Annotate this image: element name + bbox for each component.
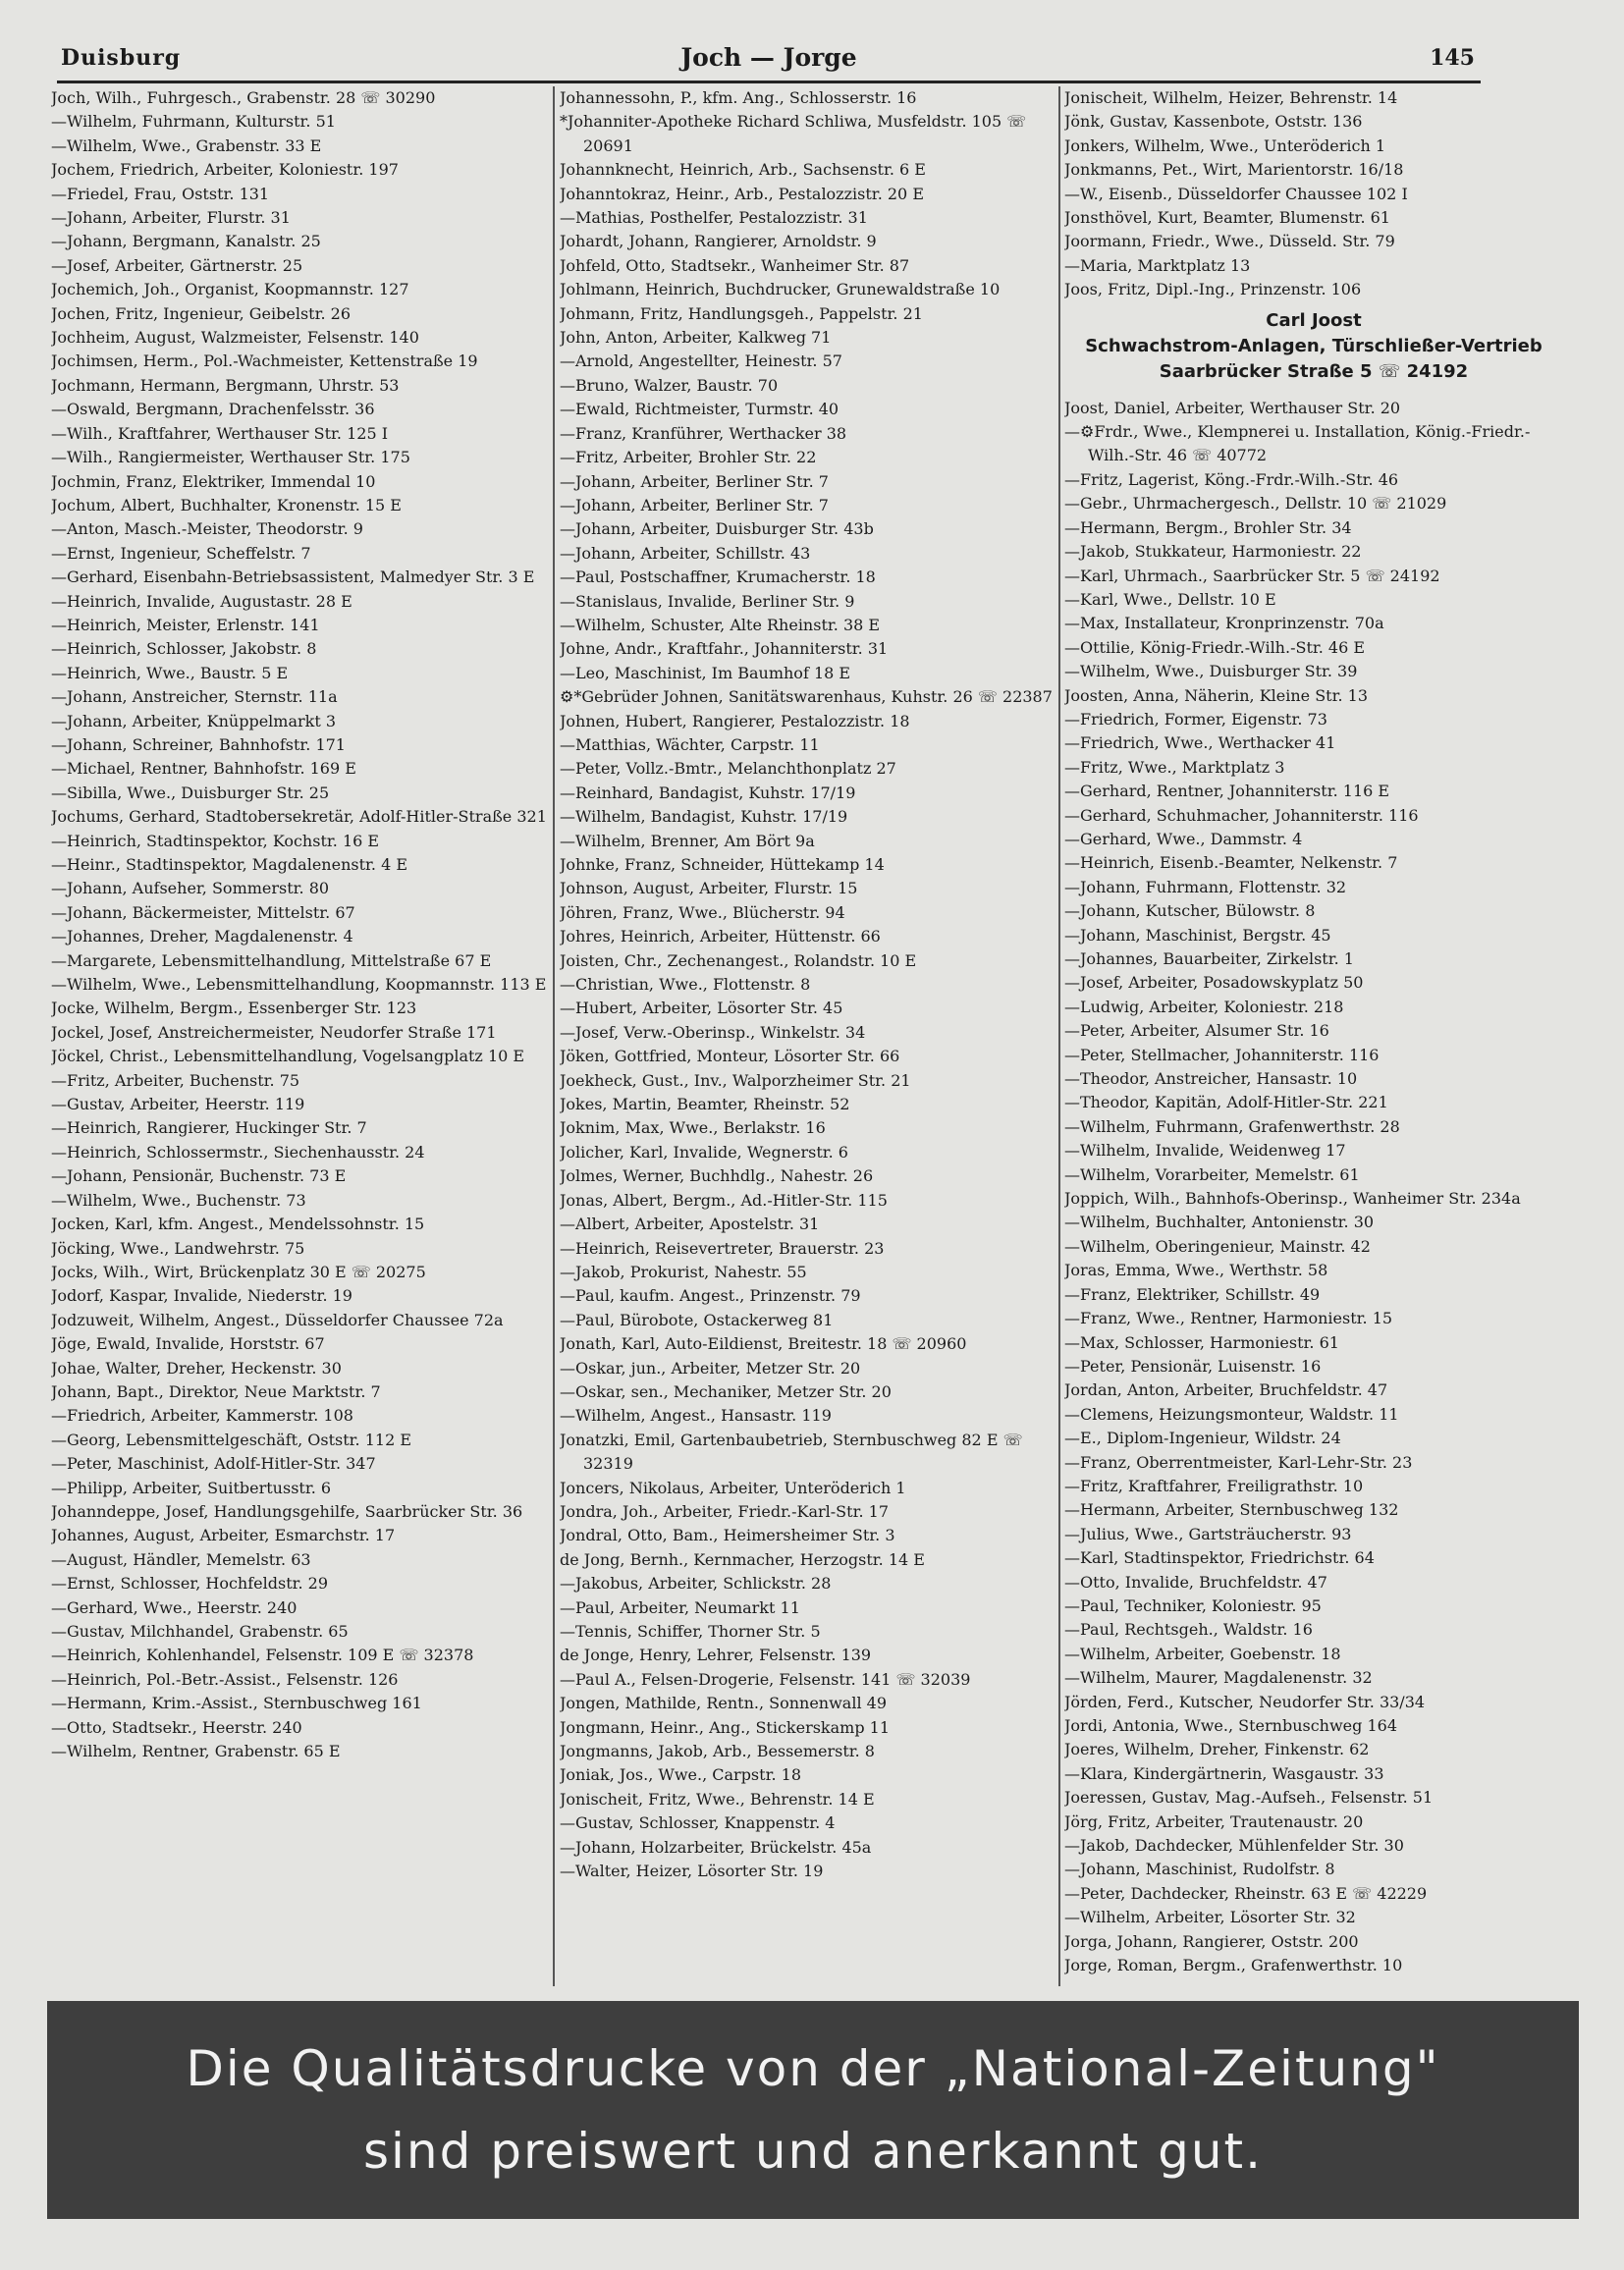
directory-entry: Jordi, Antonia, Wwe., Sternbuschweg 164 <box>1064 1716 1398 1735</box>
column-divider <box>553 86 555 1986</box>
directory-entry: Jöcking, Wwe., Landwehrstr. 75 <box>51 1238 305 1258</box>
directory-entry: —Leo, Maschinist, Im Baumhof 18 E <box>560 663 851 682</box>
directory-entry: —Wilhelm, Maurer, Magdalenenstr. 32 <box>1064 1668 1373 1688</box>
directory-entry: —Ottilie, König-Friedr.-Wilh.-Str. 46 E <box>1064 637 1366 657</box>
directory-entry: —Wilh., Rangiermeister, Werthauser Str. 175 <box>51 448 410 467</box>
directory-entry: —Christian, Wwe., Flottenstr. 8 <box>560 975 811 995</box>
directory-entry: —Wilhelm, Arbeiter, Goebenstr. 18 <box>1064 1644 1341 1663</box>
directory-entry: Jonatzki, Emil, Gartenbaubetrieb, Sternbuschweg 82 E ☏ 32319 <box>560 1430 1023 1474</box>
directory-entry: Jongmanns, Jakob, Arb., Bessemerstr. 8 <box>560 1742 875 1761</box>
directory-entry: Johannes, August, Arbeiter, Esmarchstr. 17 <box>51 1526 396 1545</box>
directory-entry: Jochen, Fritz, Ingenieur, Geibelstr. 26 <box>51 303 352 323</box>
directory-entry: —Oskar, sen., Mechaniker, Metzer Str. 20 <box>560 1381 892 1401</box>
directory-entry: —Josef, Verw.-Oberinsp., Winkelstr. 34 <box>560 1022 866 1042</box>
directory-entry: *Johanniter-Apotheke Richard Schliwa, Musfeldstr. 105 ☏ 20691 <box>560 112 1027 155</box>
directory-entry: —Ernst, Ingenieur, Scheffelstr. 7 <box>51 543 311 563</box>
directory-entry: Johmann, Fritz, Handlungsgeh., Pappelstr. 21 <box>560 303 923 323</box>
directory-entry: —Jakob, Prokurist, Nahestr. 55 <box>560 1262 807 1281</box>
directory-entry: —Friedrich, Wwe., Werthacker 41 <box>1064 733 1336 753</box>
directory-entry: —Johannes, Bauarbeiter, Zirkelstr. 1 <box>1064 949 1354 968</box>
directory-entry: Joisten, Chr., Zechenangest., Rolandstr. 10 E <box>560 950 917 970</box>
directory-entry: —Paul, Bürobote, Ostackerweg 81 <box>560 1310 834 1329</box>
directory-entry: Jochheim, August, Walzmeister, Felsenstr. 140 <box>51 328 419 348</box>
directory-entry: Johlmann, Heinrich, Buchdrucker, Grunewaldstraße 10 <box>560 280 1001 299</box>
directory-entry: Joncers, Nikolaus, Arbeiter, Unteröderich 1 <box>560 1478 906 1497</box>
directory-entry: Johannknecht, Heinrich, Arb., Sachsenstr. 6 E <box>560 160 926 180</box>
directory-entry: —Johann, Arbeiter, Berliner Str. 7 <box>560 471 829 491</box>
header-city: Duisburg <box>61 45 182 71</box>
directory-entry: —Heinrich, Reisevertreter, Brauerstr. 23 <box>560 1238 885 1258</box>
directory-entry: —Reinhard, Bandagist, Kuhstr. 17/19 <box>560 783 856 802</box>
directory-entry: —Gustav, Arbeiter, Heerstr. 119 <box>51 1095 305 1114</box>
directory-entry: Joppich, Wilh., Bahnhofs-Oberinsp., Wanheimer Str. 234a <box>1064 1189 1521 1209</box>
directory-entry: —Klara, Kindergärtnerin, Wasgaustr. 33 <box>1064 1763 1384 1783</box>
directory-entry: —Johann, Arbeiter, Berliner Str. 7 <box>560 495 829 514</box>
directory-entry: Jöken, Gottfried, Monteur, Lösorter Str. 66 <box>560 1047 900 1066</box>
directory-entry: —Johann, Aufseher, Sommerstr. 80 <box>51 879 330 898</box>
directory-entry: —Wilhelm, Bandagist, Kuhstr. 17/19 <box>560 807 848 827</box>
directory-entry: Johardt, Johann, Rangierer, Arnoldstr. 9 <box>560 232 877 251</box>
directory-entry: —Wilhelm, Vorarbeiter, Memelstr. 61 <box>1064 1164 1360 1184</box>
directory-entry: —Philipp, Arbeiter, Suitbertusstr. 6 <box>51 1478 332 1497</box>
directory-entry: Jodzuweit, Wilhelm, Angest., Düsseldorfer Chaussee 72a <box>51 1310 504 1329</box>
directory-entry: —Arnold, Angestellter, Heinestr. 57 <box>560 351 842 371</box>
directory-entry: —Stanislaus, Invalide, Berliner Str. 9 <box>560 591 855 611</box>
directory-entry: Jongmann, Heinr., Ang., Stickerskamp 11 <box>560 1717 891 1737</box>
advert-name: Carl Joost <box>1266 309 1362 331</box>
directory-entry: —Gebr., Uhrmachergesch., Dellstr. 10 ☏ 21029 <box>1064 494 1447 513</box>
directory-entry: Joormann, Friedr., Wwe., Düsseld. Str. 79 <box>1064 232 1395 251</box>
directory-entry: —Heinrich, Schlossermstr., Siechenhausstr. 24 <box>51 1142 425 1162</box>
directory-entry: —Peter, Vollz.-Bmtr., Melanchthonplatz 27 <box>560 759 896 779</box>
directory-entry: Jörg, Fritz, Arbeiter, Trautenaustr. 20 <box>1064 1811 1364 1831</box>
directory-entry: —Wilhelm, Brenner, Am Bört 9a <box>560 831 815 850</box>
directory-entry: Joeressen, Gustav, Mag.-Aufseh., Felsenstr. 51 <box>1064 1788 1434 1808</box>
column-1 <box>51 86 550 1986</box>
directory-entry: —Paul, Postschaffner, Krumacherstr. 18 <box>560 568 876 587</box>
directory-entry: Joniak, Jos., Wwe., Carpstr. 18 <box>560 1765 801 1785</box>
directory-entry: Johnson, August, Arbeiter, Flurstr. 15 <box>560 879 858 898</box>
directory-entry: Jochmin, Franz, Elektriker, Immendal 10 <box>51 471 376 491</box>
directory-entry: —Wilhelm, Rentner, Grabenstr. 65 E <box>51 1742 341 1761</box>
directory-entry: Jonischeit, Wilhelm, Heizer, Behrenstr. 14 <box>1064 88 1398 107</box>
directory-entry: —Johann, Pensionär, Buchenstr. 73 E <box>51 1166 347 1186</box>
directory-entry: Johanntokraz, Heinr., Arb., Pestalozzistr. 20 E <box>560 184 924 203</box>
directory-entry: —Paul, Techniker, Koloniestr. 95 <box>1064 1595 1322 1615</box>
directory-entry: —Johann, Kutscher, Bülowstr. 8 <box>1064 901 1316 921</box>
directory-entry: Johne, Andr., Kraftfahr., Johanniterstr. 31 <box>560 639 889 659</box>
directory-entry: Johnke, Franz, Schneider, Hüttekamp 14 <box>560 855 885 874</box>
directory-entry: Jodorf, Kaspar, Invalide, Niederstr. 19 <box>51 1286 352 1306</box>
directory-entry: —Karl, Stadtinspektor, Friedrichstr. 64 <box>1064 1548 1375 1568</box>
advertisement-banner <box>47 2001 1579 2219</box>
directory-entry: —Wilhelm, Invalide, Weidenweg 17 <box>1064 1141 1346 1161</box>
directory-entry: —Julius, Wwe., Gartsträucherstr. 93 <box>1064 1524 1352 1543</box>
directory-entry: —Peter, Stellmacher, Johanniterstr. 116 <box>1064 1045 1380 1064</box>
directory-entry: —Max, Schlosser, Harmoniestr. 61 <box>1064 1332 1339 1352</box>
directory-entry: Jorga, Johann, Rangierer, Oststr. 200 <box>1064 1931 1359 1951</box>
directory-entry: Joch, Wilh., Fuhrgesch., Grabenstr. 28 ☏ 30290 <box>51 88 436 107</box>
directory-entry: —Wilh., Kraftfahrer, Werthauser Str. 125 I <box>51 423 389 443</box>
page-header <box>57 41 1481 83</box>
directory-entry: —Heinrich, Wwe., Baustr. 5 E <box>51 663 289 682</box>
banner-line-2: sind preiswert und anerkannt gut. <box>362 2123 1264 2180</box>
directory-entry: —Peter, Arbeiter, Alsumer Str. 16 <box>1064 1021 1329 1041</box>
directory-entry: —Gerhard, Schuhmacher, Johanniterstr. 116 <box>1064 805 1419 825</box>
directory-entry: —Ewald, Richtmeister, Turmstr. 40 <box>560 400 839 419</box>
directory-entry: —Gerhard, Wwe., Dammstr. 4 <box>1064 829 1303 848</box>
column-3 <box>1064 86 1563 1986</box>
directory-entry: Jorge, Roman, Bergm., Grafenwerthstr. 10 <box>1064 1956 1403 1975</box>
directory-entry: —Clemens, Heizungsmonteur, Waldstr. 11 <box>1064 1404 1399 1424</box>
directory-entry: Jonischeit, Fritz, Wwe., Behrenstr. 14 E <box>560 1789 875 1809</box>
directory-entry: —Peter, Dachdecker, Rheinstr. 63 E ☏ 42229 <box>1064 1883 1428 1903</box>
directory-entry: —Franz, Kranführer, Werthacker 38 <box>560 423 847 443</box>
column-2 <box>560 86 1058 1986</box>
directory-entry: —Peter, Maschinist, Adolf-Hitler-Str. 347 <box>51 1454 376 1474</box>
directory-entry: —Wilhelm, Wwe., Buchenstr. 73 <box>51 1190 306 1210</box>
directory-entry: Jöhren, Franz, Wwe., Blücherstr. 94 <box>560 902 845 922</box>
directory-entry: —Karl, Wwe., Dellstr. 10 E <box>1064 589 1276 609</box>
directory-entry: —Wilhelm, Oberingenieur, Mainstr. 42 <box>1064 1236 1371 1256</box>
directory-entry: Joosten, Anna, Näherin, Kleine Str. 13 <box>1064 685 1369 705</box>
directory-entry: Jonas, Albert, Bergm., Ad.-Hitler-Str. 115 <box>560 1190 888 1210</box>
directory-entry: —Theodor, Kapitän, Adolf-Hitler-Str. 221 <box>1064 1093 1388 1112</box>
directory-entry: —Heinrich, Rangierer, Huckinger Str. 7 <box>51 1118 367 1138</box>
directory-entry: Jochums, Gerhard, Stadtobersekretär, Adolf-Hitler-Straße 321 <box>51 807 547 827</box>
directory-entry: Joknim, Max, Wwe., Berlakstr. 16 <box>560 1118 826 1138</box>
directory-entry: —Gerhard, Rentner, Johanniterstr. 116 E <box>1064 782 1390 801</box>
directory-entry: —Johann, Arbeiter, Schillstr. 43 <box>560 543 811 563</box>
directory-entry: —Johann, Maschinist, Rudolfstr. 8 <box>1064 1860 1335 1879</box>
directory-entry: —Max, Installateur, Kronprinzenstr. 70a <box>1064 614 1384 633</box>
directory-entry: —Paul, kaufm. Angest., Prinzenstr. 79 <box>560 1286 861 1306</box>
directory-entry: —Heinr., Stadtinspektor, Magdalenenstr. 4 E <box>51 855 408 874</box>
directory-entry: Jochimsen, Herm., Pol.-Wachmeister, Kettenstraße 19 <box>51 351 478 371</box>
directory-entry: —Johann, Holzarbeiter, Brückelstr. 45a <box>560 1837 872 1857</box>
directory-entry: —Theodor, Anstreicher, Hansastr. 10 <box>1064 1069 1358 1089</box>
directory-entry: —Johann, Bergmann, Kanalstr. 25 <box>51 232 321 251</box>
directory-entry: —Hermann, Bergm., Brohler Str. 34 <box>1064 517 1352 537</box>
directory-entry: —Wilhelm, Schuster, Alte Rheinstr. 38 E <box>560 615 881 634</box>
directory-entry: Johannessohn, P., kfm. Ang., Schlosserstr. 16 <box>560 88 917 107</box>
directory-entry: —Wilhelm, Fuhrmann, Grafenwerthstr. 28 <box>1064 1116 1400 1136</box>
directory-entry: —Walter, Heizer, Lösorter Str. 19 <box>560 1862 824 1881</box>
directory-entry: —Otto, Stadtsekr., Heerstr. 240 <box>51 1717 302 1737</box>
directory-entry: —Paul, Arbeiter, Neumarkt 11 <box>560 1597 800 1617</box>
directory-entry: Jonsthövel, Kurt, Beamter, Blumenstr. 61 <box>1064 208 1390 228</box>
directory-entry: John, Anton, Arbeiter, Kalkweg 71 <box>560 328 832 348</box>
directory-entry: —Fritz, Kraftfahrer, Freiligrathstr. 10 <box>1064 1476 1364 1495</box>
directory-entry: Johanndeppe, Josef, Handlungsgehilfe, Saarbrücker Str. 36 <box>51 1501 523 1521</box>
directory-entry: —Hubert, Arbeiter, Lösorter Str. 45 <box>560 999 843 1018</box>
directory-entry: —Fritz, Arbeiter, Brohler Str. 22 <box>560 448 817 467</box>
directory-entry: —Paul, Rechtsgeh., Waldstr. 16 <box>1064 1620 1313 1640</box>
directory-entry: Jochem, Friedrich, Arbeiter, Koloniestr. 197 <box>51 160 399 180</box>
directory-entry: —Wilhelm, Fuhrmann, Kulturstr. 51 <box>51 112 336 132</box>
directory-entry: —Bruno, Walzer, Baustr. 70 <box>560 375 779 395</box>
directory-entry: —Jakob, Stukkateur, Harmoniestr. 22 <box>1064 542 1362 562</box>
directory-entry: Joost, Daniel, Arbeiter, Werthauser Str. 20 <box>1064 398 1401 417</box>
directory-entry: —Josef, Arbeiter, Gärtnerstr. 25 <box>51 255 303 275</box>
directory-entry: —Jakobus, Arbeiter, Schlickstr. 28 <box>560 1574 832 1594</box>
directory-entry: —Hermann, Arbeiter, Sternbuschweg 132 <box>1064 1500 1399 1520</box>
directory-entry: —Franz, Oberrentmeister, Karl-Lehr-Str. 23 <box>1064 1452 1413 1472</box>
directory-entry: —Johann, Arbeiter, Duisburger Str. 43b <box>560 519 874 539</box>
directory-entry: —Friedrich, Arbeiter, Kammerstr. 108 <box>51 1406 353 1426</box>
directory-entry: —Fritz, Lagerist, Köng.-Frdr.-Wilh.-Str. 46 <box>1064 469 1399 489</box>
directory-entry: Jordan, Anton, Arbeiter, Bruchfeldstr. 47 <box>1064 1380 1388 1400</box>
directory-entry: Johae, Walter, Dreher, Heckenstr. 30 <box>51 1358 342 1378</box>
directory-entry: —Gerhard, Wwe., Heerstr. 240 <box>51 1597 298 1617</box>
directory-entry: —Johann, Fuhrmann, Flottenstr. 32 <box>1064 877 1347 896</box>
directory-entry: —Maria, Marktplatz 13 <box>1064 255 1251 275</box>
directory-entry: —Johann, Anstreicher, Sternstr. 11a <box>51 687 338 707</box>
directory-entry: Jocke, Wilhelm, Bergm., Essenberger Str. 123 <box>51 999 417 1018</box>
directory-entry: Joos, Fritz, Dipl.-Ing., Prinzenstr. 106 <box>1064 280 1362 299</box>
directory-entry: —Wilhelm, Buchhalter, Antonienstr. 30 <box>1064 1213 1375 1232</box>
directory-entry: —Heinrich, Eisenb.-Beamter, Nelkenstr. 7 <box>1064 853 1398 873</box>
directory-entry: Jolicher, Karl, Invalide, Wegnerstr. 6 <box>560 1142 848 1162</box>
directory-entry: Jöckel, Christ., Lebensmittelhandlung, Vogelsangplatz 10 E <box>51 1047 525 1066</box>
directory-entry: —Friedrich, Former, Eigenstr. 73 <box>1064 709 1327 729</box>
directory-entry: Johfeld, Otto, Stadtsekr., Wanheimer Str. 87 <box>560 255 910 275</box>
directory-entry: —Albert, Arbeiter, Apostelstr. 31 <box>560 1215 820 1234</box>
directory-entry: —Franz, Elektriker, Schillstr. 49 <box>1064 1284 1321 1304</box>
directory-entry: —Karl, Uhrmach., Saarbrücker Str. 5 ☏ 24192 <box>1064 566 1440 585</box>
directory-entry: Jockel, Josef, Anstreichermeister, Neudorfer Straße 171 <box>51 1022 497 1042</box>
header-name-range: Joch — Jorge <box>680 43 857 72</box>
directory-entry: —Johann, Arbeiter, Flurstr. 31 <box>51 208 291 228</box>
directory-entry: —Gustav, Milchhandel, Grabenstr. 65 <box>51 1622 349 1641</box>
directory-entry: —Paul A., Felsen-Drogerie, Felsenstr. 141 ☏ 32039 <box>560 1669 971 1689</box>
directory-entry: Jochum, Albert, Buchhalter, Kronenstr. 15 E <box>51 495 402 514</box>
directory-entry: —Margarete, Lebensmittelhandlung, Mittelstraße 67 E <box>51 950 492 970</box>
directory-entry: Jonath, Karl, Auto-Eildienst, Breitestr. 18 ☏ 20960 <box>560 1334 967 1354</box>
directory-entry: Jondra, Joh., Arbeiter, Friedr.-Karl-Str. 17 <box>560 1501 889 1521</box>
directory-entry: —Otto, Invalide, Bruchfeldstr. 47 <box>1064 1572 1327 1592</box>
directory-entry: —Sibilla, Wwe., Duisburger Str. 25 <box>51 783 330 802</box>
directory-entry: —E., Diplom-Ingenieur, Wildstr. 24 <box>1064 1429 1341 1448</box>
directory-entry: —Matthias, Wächter, Carpstr. 11 <box>560 734 820 754</box>
directory-entry: —Fritz, Wwe., Marktplatz 3 <box>1064 757 1285 777</box>
directory-entry: —Heinrich, Stadtinspektor, Kochstr. 16 E <box>51 831 380 850</box>
directory-entry: Jolmes, Werner, Buchhdlg., Nahestr. 26 <box>560 1166 874 1186</box>
directory-entry: Johann, Bapt., Direktor, Neue Marktstr. 7 <box>51 1381 381 1401</box>
directory-entry: —Josef, Arbeiter, Posadowskyplatz 50 <box>1064 973 1364 993</box>
directory-entry: —W., Eisenb., Düsseldorfer Chaussee 102 I <box>1064 184 1408 203</box>
directory-entry: Joekheck, Gust., Inv., Walporzheimer Str. 21 <box>560 1070 911 1090</box>
directory-entry: Joras, Emma, Wwe., Werthstr. 58 <box>1064 1261 1328 1280</box>
directory-entry: Jochemich, Joh., Organist, Koopmannstr. 127 <box>51 280 409 299</box>
directory-entry: Johres, Heinrich, Arbeiter, Hüttenstr. 66 <box>560 927 881 946</box>
directory-entry: —Jakob, Dachdecker, Mühlenfelder Str. 30 <box>1064 1836 1404 1856</box>
directory-entry: —Wilhelm, Wwe., Lebensmittelhandlung, Koopmannstr. 113 E <box>51 975 547 995</box>
directory-entry: —Oswald, Bergmann, Drachenfelsstr. 36 <box>51 400 375 419</box>
directory-entry: —Heinrich, Schlosser, Jakobstr. 8 <box>51 639 317 659</box>
directory-entry: —Franz, Wwe., Rentner, Harmoniestr. 15 <box>1064 1309 1393 1328</box>
directory-entry: Jonkers, Wilhelm, Wwe., Unteröderich 1 <box>1064 135 1386 155</box>
directory-entry: Jocken, Karl, kfm. Angest., Mendelssohnstr. 15 <box>51 1215 425 1234</box>
directory-entry: —August, Händler, Memelstr. 63 <box>51 1549 311 1569</box>
directory-entry: —Wilhelm, Wwe., Grabenstr. 33 E <box>51 135 322 155</box>
directory-entry: Jongen, Mathilde, Rentn., Sonnenwall 49 <box>560 1694 888 1713</box>
directory-entry: —Anton, Masch.-Meister, Theodorstr. 9 <box>51 519 363 539</box>
directory-entry: —Wilhelm, Arbeiter, Lösorter Str. 32 <box>1064 1908 1356 1927</box>
directory-entry: —Johann, Bäckermeister, Mittelstr. 67 <box>51 902 355 922</box>
directory-entry: —Michael, Rentner, Bahnhofstr. 169 E <box>51 759 356 779</box>
directory-entry: —Mathias, Posthelfer, Pestalozzistr. 31 <box>560 208 868 228</box>
directory-entry: —Heinrich, Pol.-Betr.-Assist., Felsenstr. 126 <box>51 1669 399 1689</box>
advertisement-box <box>1064 302 1563 397</box>
directory-entry: —Gerhard, Eisenbahn-Betriebsassistent, Malmedyer Str. 3 E <box>51 568 535 587</box>
directory-entry: —Tennis, Schiffer, Thorner Str. 5 <box>560 1622 821 1641</box>
directory-entry: —⚙Frdr., Wwe., Klempnerei u. Installation, König.-Friedr.-Wilh.-Str. 46 ☏ 40772 <box>1064 422 1531 465</box>
directory-entry: —Wilhelm, Angest., Hansastr. 119 <box>560 1406 832 1426</box>
directory-entry: —Friedel, Frau, Oststr. 131 <box>51 184 270 203</box>
directory-entry: —Georg, Lebensmittelgeschäft, Oststr. 112 E <box>51 1430 412 1449</box>
directory-entry: —Wilhelm, Wwe., Duisburger Str. 39 <box>1064 662 1358 681</box>
directory-entry: —Ludwig, Arbeiter, Koloniestr. 218 <box>1064 997 1344 1016</box>
advert-line-1: Schwachstrom-Anlagen, Türschließer-Vertrieb <box>1085 335 1543 356</box>
directory-entry: —Peter, Pensionär, Luisenstr. 16 <box>1064 1356 1322 1376</box>
directory-entry: Jokes, Martin, Beamter, Rheinstr. 52 <box>560 1095 850 1114</box>
directory-entry: —Heinrich, Invalide, Augustastr. 28 E <box>51 591 352 611</box>
directory-entry: Jöge, Ewald, Invalide, Horststr. 67 <box>51 1334 325 1354</box>
directory-entry: —Heinrich, Meister, Erlenstr. 141 <box>51 615 320 634</box>
directory-entry: —Johann, Maschinist, Bergstr. 45 <box>1064 925 1331 945</box>
directory-entry: Jörden, Ferd., Kutscher, Neudorfer Str. 33/34 <box>1064 1692 1426 1711</box>
directory-entry: Johnen, Hubert, Rangierer, Pestalozzistr. 18 <box>560 711 910 730</box>
directory-entry: de Jong, Bernh., Kernmacher, Herzogstr. 14 E <box>560 1549 925 1569</box>
directory-entry: —Oskar, jun., Arbeiter, Metzer Str. 20 <box>560 1358 861 1378</box>
directory-entry: —Johann, Arbeiter, Knüppelmarkt 3 <box>51 711 337 730</box>
directory-entry: de Jonge, Henry, Lehrer, Felsenstr. 139 <box>560 1646 872 1665</box>
directory-entry: Jochmann, Hermann, Bergmann, Uhrstr. 53 <box>51 375 400 395</box>
directory-entry: —Hermann, Krim.-Assist., Sternbuschweg 161 <box>51 1694 422 1713</box>
column-divider <box>1058 86 1060 1986</box>
directory-entry: —Johannes, Dreher, Magdalenenstr. 4 <box>51 927 353 946</box>
directory-entry: Jocks, Wilh., Wirt, Brückenplatz 30 E ☏ 20275 <box>51 1262 426 1281</box>
directory-entry: Jondral, Otto, Bam., Heimersheimer Str. 3 <box>560 1526 895 1545</box>
directory-entry: —Gustav, Schlosser, Knappenstr. 4 <box>560 1813 836 1833</box>
directory-entry: ⚙*Gebrüder Johnen, Sanitätswarenhaus, Kuhstr. 26 ☏ 22387 <box>560 687 1053 707</box>
directory-entry: Jönk, Gustav, Kassenbote, Oststr. 136 <box>1064 112 1363 132</box>
page-number: 145 <box>1430 45 1475 71</box>
directory-entry: Joeres, Wilhelm, Dreher, Finkenstr. 62 <box>1064 1740 1370 1759</box>
directory-entry: Jonkmanns, Pet., Wirt, Marientorstr. 16/18 <box>1064 160 1404 180</box>
directory-entry: —Fritz, Arbeiter, Buchenstr. 75 <box>51 1070 300 1090</box>
banner-line-1: Die Qualitätsdrucke von der „National-Zeitung" <box>186 2040 1440 2097</box>
directory-entry: —Heinrich, Kohlenhandel, Felsenstr. 109 E ☏ 32378 <box>51 1646 474 1665</box>
directory-entry: —Johann, Schreiner, Bahnhofstr. 171 <box>51 734 346 754</box>
advert-line-2: Saarbrücker Straße 5 ☏ 24192 <box>1159 360 1469 382</box>
directory-entry: —Ernst, Schlosser, Hochfeldstr. 29 <box>51 1574 329 1594</box>
